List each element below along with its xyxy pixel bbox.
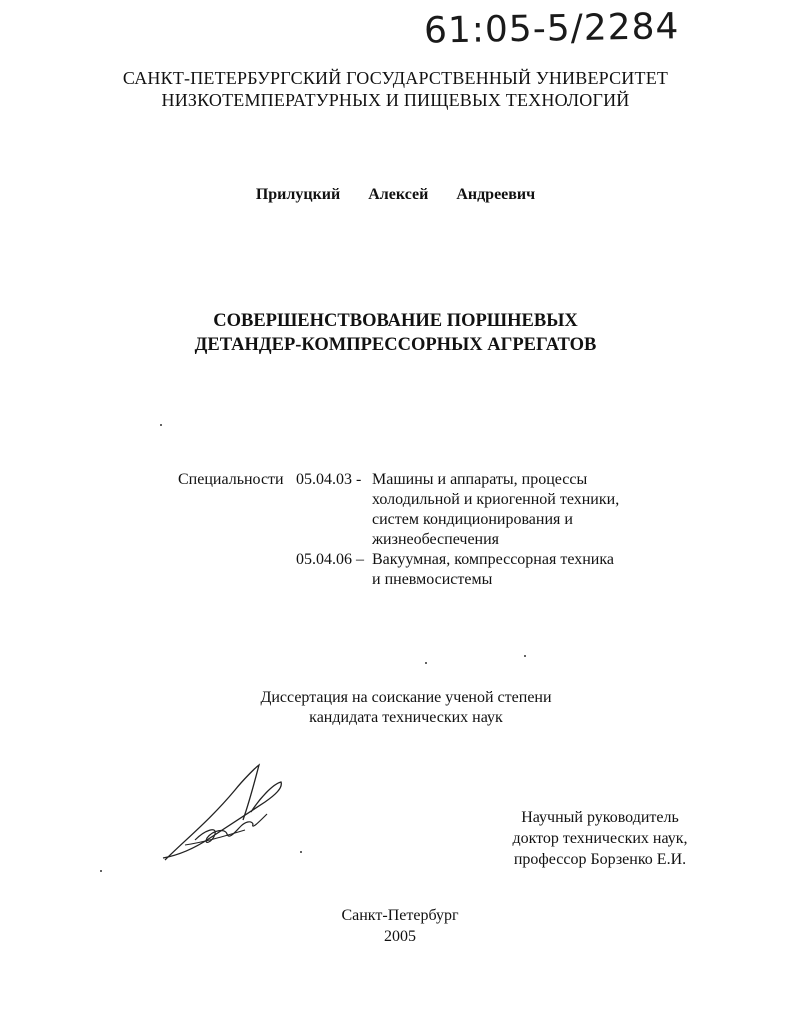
specialty-row (178, 530, 698, 550)
specialty-row (178, 490, 698, 510)
title-line-1: СОВЕРШЕНСТВОВАНИЕ ПОРШНЕВЫХ (213, 311, 578, 331)
author-first-name: Алексей (368, 186, 429, 203)
author-patronymic: Андреевич (456, 186, 536, 203)
specialty-row (178, 470, 698, 490)
specialty-1-line-3: систем кондиционирования и (372, 511, 573, 528)
specialty-code-1: 05.04.03 - (296, 471, 362, 488)
supervisor-block (490, 807, 710, 870)
title-line-2: ДЕТАНДЕР-КОМПРЕССОРНЫХ АГРЕГАТОВ (194, 335, 597, 355)
place-and-year (0, 905, 791, 947)
specialty-2-line-1: Вакуумная, компрессорная техника (372, 551, 614, 568)
specialty-row (178, 570, 698, 590)
scan-speck (160, 424, 162, 426)
scan-speck (100, 870, 102, 872)
specialty-code-2: 05.04.06 – (296, 551, 364, 568)
specialty-row (178, 510, 698, 530)
year: 2005 (384, 928, 416, 945)
supervisor-name: профессор Борзенко Е.И. (513, 851, 687, 868)
degree-statement (0, 688, 791, 728)
university-line-2: НИЗКОТЕМПЕРАТУРНЫХ И ПИЩЕВЫХ ТЕХНОЛОГИЙ (161, 90, 630, 110)
university-line-1: САНКТ-ПЕТЕРБУРГСКИЙ ГОСУДАРСТВЕННЫЙ УНИВЕРСИТЕТ (122, 68, 669, 88)
specialty-1-line-4: жизнеобеспечения (372, 531, 500, 548)
archive-code-handwritten: 61:05-5/2284 (423, 6, 680, 52)
university-name (0, 67, 791, 111)
specialty-1-line-2: холодильной и криогенной техники, (372, 491, 620, 508)
specialties-label: Специальности (178, 471, 284, 488)
scan-speck (524, 655, 526, 657)
degree-line-2: кандидата технических наук (309, 709, 503, 726)
supervisor-degree: доктор технических наук, (512, 830, 688, 847)
specialty-1-line-1: Машины и аппараты, процессы (372, 471, 588, 488)
scan-speck (300, 851, 302, 853)
author-name (0, 186, 791, 204)
dissertation-title (0, 309, 791, 357)
specialty-2-line-2: и пневмосистемы (372, 571, 493, 588)
author-last-name: Прилуцкий (255, 186, 341, 203)
degree-line-1: Диссертация на соискание ученой степени (260, 689, 552, 706)
scan-speck (425, 662, 427, 664)
specialties-block (178, 470, 698, 590)
city: Санкт-Петербург (341, 907, 459, 924)
supervisor-role: Научный руководитель (521, 809, 679, 826)
specialty-row (178, 550, 698, 570)
signature-image (155, 760, 295, 870)
